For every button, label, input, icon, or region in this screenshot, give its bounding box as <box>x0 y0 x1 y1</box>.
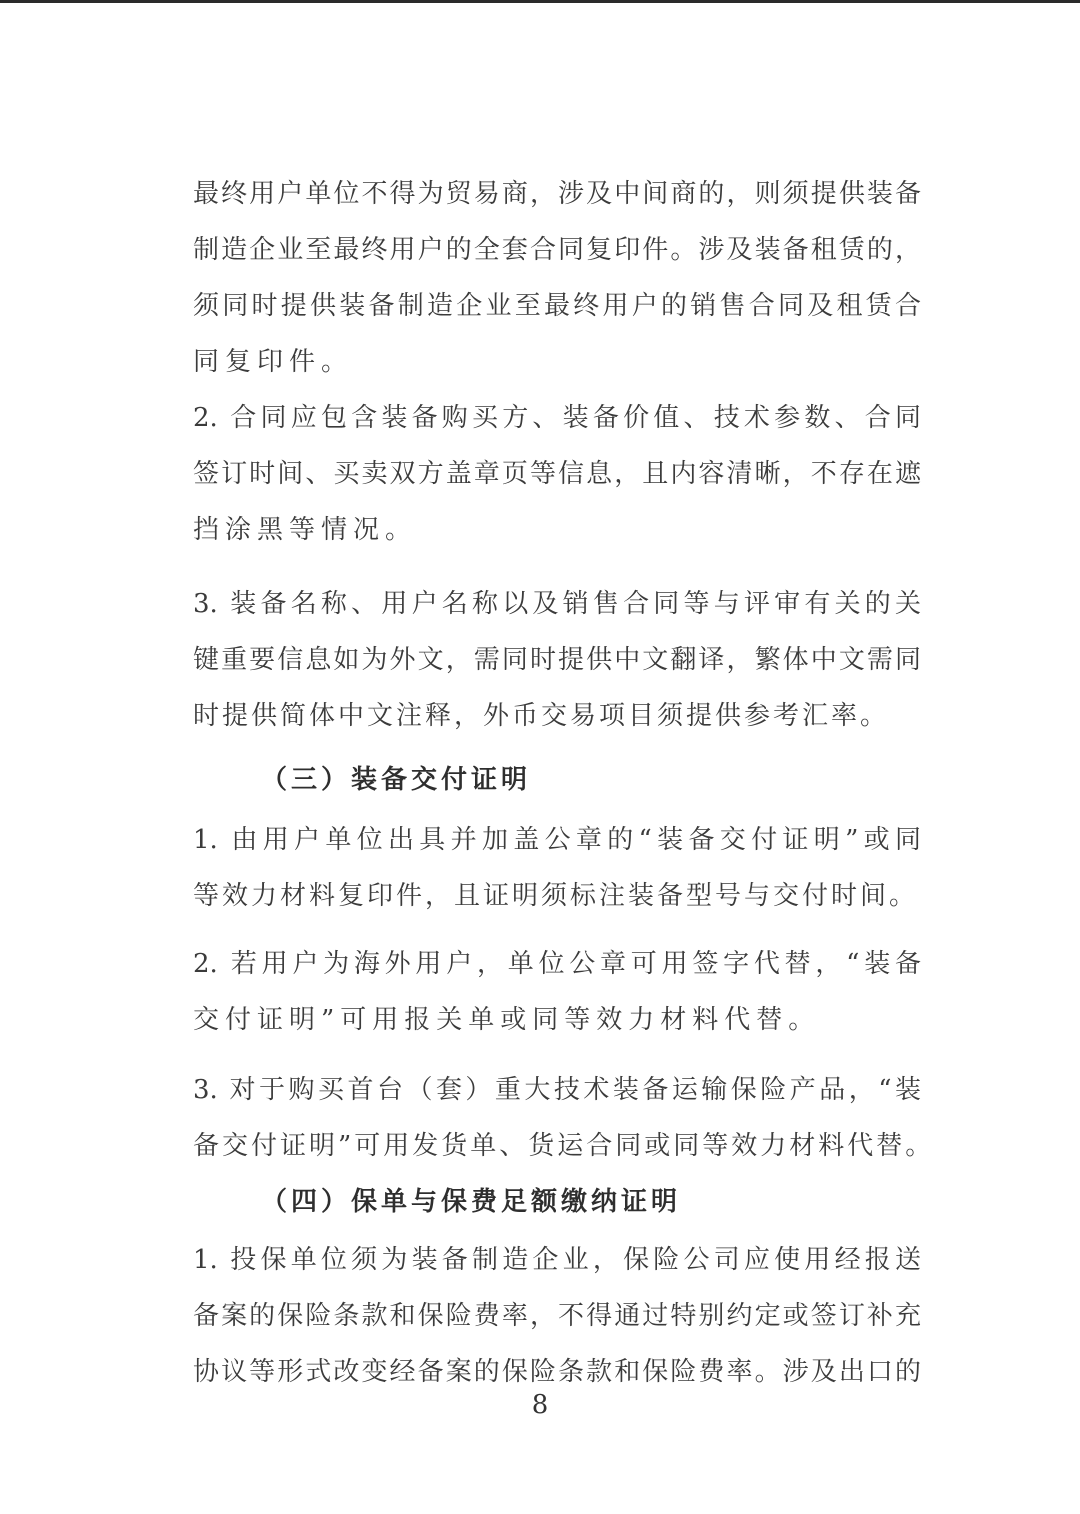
text-line: 签订时间、买卖双方盖章页等信息，且内容清晰，不存在遮 <box>193 459 921 489</box>
text-line: 1. 投保单位须为装备制造企业，保险公司应使用经报送 <box>193 1245 921 1275</box>
text-line: 等效力材料复印件，且证明须标注装备型号与交付时间。 <box>193 881 919 911</box>
text-line: 交付证明”可用报关单或同等效力材料代替。 <box>193 1005 821 1035</box>
text-line: 备案的保险条款和保险费率，不得通过特别约定或签订补充 <box>193 1301 921 1331</box>
text-line: 键重要信息如为外文，需同时提供中文翻译，繁体中文需同 <box>193 645 921 675</box>
text-line: 最终用户单位不得为贸易商，涉及中间商的，则须提供装备 <box>193 179 921 209</box>
paragraph-contract-contents <box>193 390 921 558</box>
paragraph-policyholder <box>193 1232 921 1400</box>
text-line: 3. 装备名称、用户名称以及销售合同等与评审有关的关 <box>193 589 921 619</box>
text-line: 2. 若用户为海外用户，单位公章可用签字代替，“装备 <box>193 949 921 979</box>
paragraph-delivery-certificate <box>193 812 921 924</box>
text-line: 2. 合同应包含装备购买方、装备价值、技术参数、合同 <box>193 403 921 433</box>
paragraph-foreign-language-info <box>193 576 921 744</box>
top-border-rule <box>0 0 1080 3</box>
text-line: 同复印件。 <box>193 347 354 377</box>
text-line: 制造企业至最终用户的全套合同复印件。涉及装备租赁的， <box>193 235 921 265</box>
paragraph-transport-insurance <box>193 1062 935 1174</box>
text-line: 1. 由用户单位出具并加盖公章的“装备交付证明”或同 <box>193 825 921 855</box>
text-line: 时提供简体中文注释，外币交易项目须提供参考汇率。 <box>193 701 890 731</box>
page-number: 8 <box>531 1390 549 1420</box>
text-line: 须同时提供装备制造企业至最终用户的销售合同及租赁合 <box>193 291 921 321</box>
text-line: 挡涂黑等情况。 <box>193 515 418 545</box>
section-heading-policy-premium-proof: （四）保单与保费足额缴纳证明 <box>261 1187 682 1217</box>
paragraph-overseas-users <box>193 936 921 1048</box>
text-line: 协议等形式改变经备案的保险条款和保险费率。涉及出口的 <box>193 1357 921 1387</box>
section-heading-delivery-proof: （三）装备交付证明 <box>261 765 532 795</box>
text-line: 备交付证明”可用发货单、货运合同或同等效力材料代替。 <box>193 1131 935 1161</box>
text-line: 3. 对于购买首台（套）重大技术装备运输保险产品，“装 <box>193 1075 921 1105</box>
document-body <box>193 166 935 1400</box>
paragraph-end-user-contracts <box>193 166 921 390</box>
